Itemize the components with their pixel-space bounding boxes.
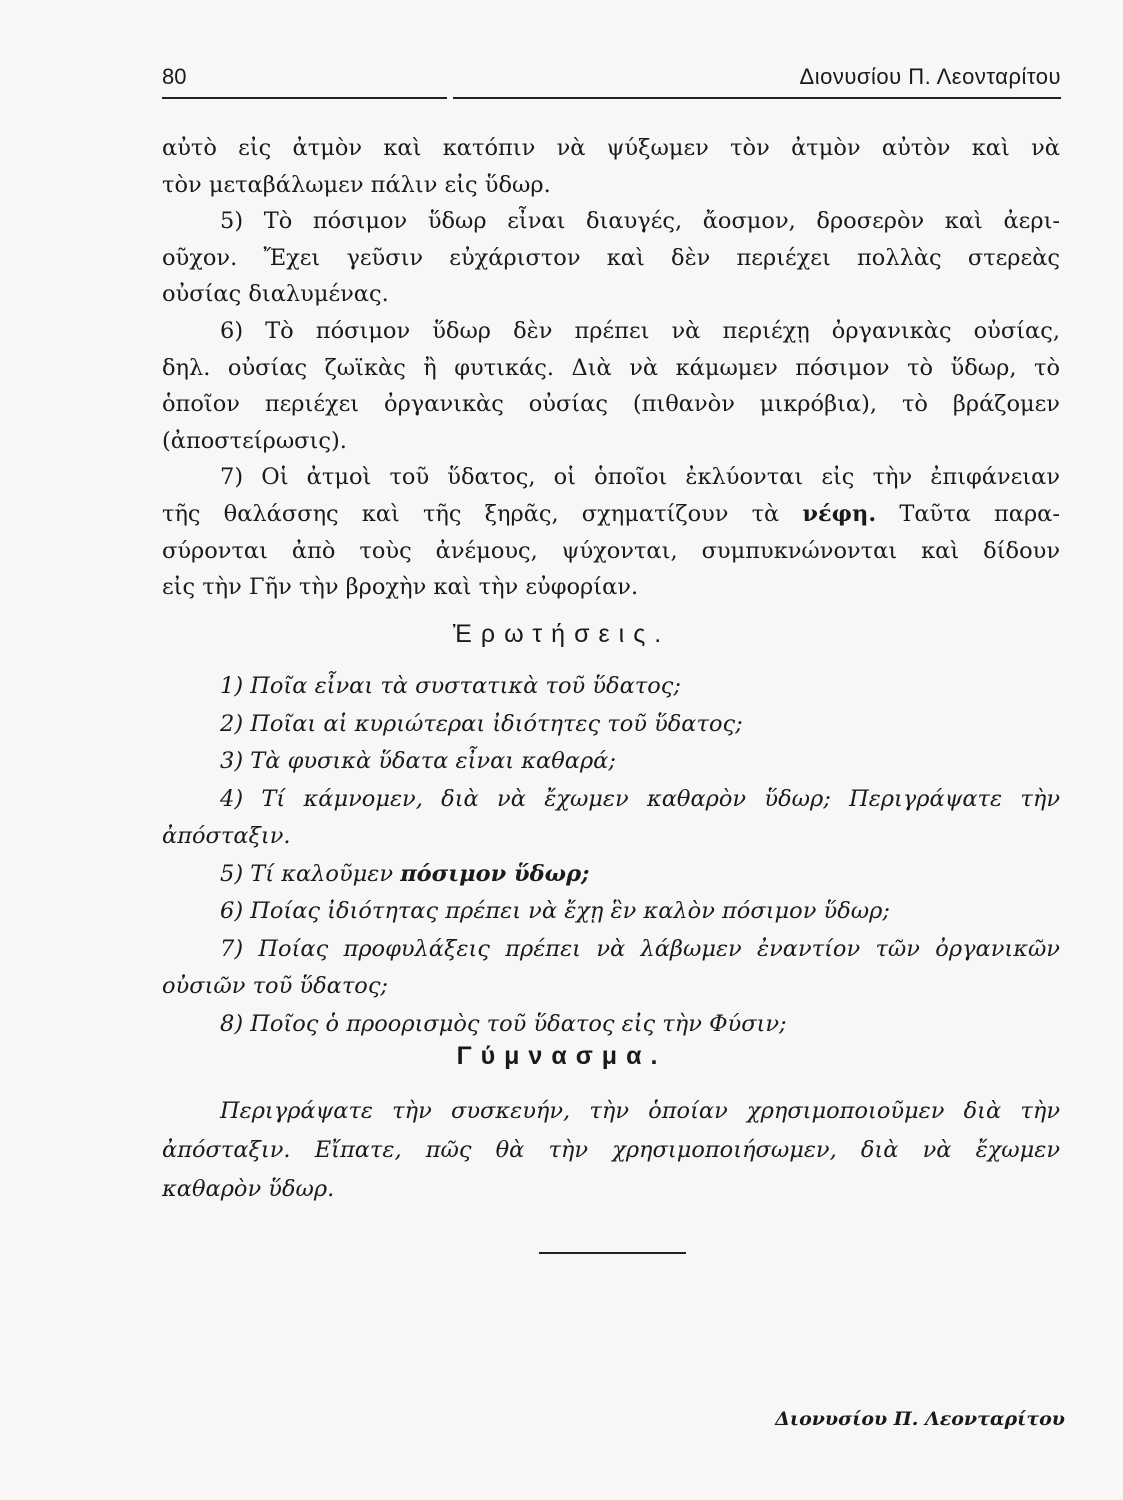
body-line: αὐτὸ εἰς ἀτμὸν καὶ κατόπιν νὰ ψύξωμεν τὸν ἀτμὸν αὐτὸν καὶ νὰ — [162, 135, 1060, 161]
questions-title: Ἐρωτήσεις. — [452, 620, 671, 648]
potable-water-term: πόσιμον ὕδωρ; — [400, 860, 590, 887]
clouds-text-before: τῆς θαλάσσης καὶ τῆς ξηρᾶς, σχηματίζουν τὰ — [162, 500, 803, 527]
header-title: Διονυσίου Π. Λεονταρίτου — [799, 64, 1061, 89]
clouds-term: νέφη. — [802, 500, 877, 527]
body-line: ὁποῖον περιέχει ὀργανικὰς οὐσίας (πιθανὸν μικρόβια), τὸ βράζομεν — [162, 391, 1060, 418]
running-head — [162, 62, 1061, 92]
question-item-continuation: ἀπόσταξιν. — [162, 823, 291, 849]
body-line: οῦχον. Ἔχει γεῦσιν εὐχάριστον καὶ δὲν περιέχει πολλὰς στερεὰς — [162, 244, 1060, 271]
question-item: 3) Τὰ φυσικὰ ὕδατα εἶναι καθαρά; — [220, 748, 616, 774]
exercise-line: καθαρὸν ὕδωρ. — [162, 1176, 335, 1202]
body-line: (ἀποστείρωσις). — [162, 427, 347, 454]
body-line: τὸν μεταβάλωμεν πάλιν εἰς ὕδωρ. — [162, 171, 551, 198]
question-item: 4) Τί κάμνομεν, διὰ νὰ ἔχωμεν καθαρὸν ὕδωρ; Περιγράψατε τὴν — [220, 785, 1060, 812]
question-item: 7) Ποίας προφυλάξεις πρέπει νὰ λάβωμεν ἐναντίον τῶν ὀργανικῶν — [220, 935, 1060, 962]
body-line: 6) Τὸ πόσιμον ὕδωρ δὲν πρέπει νὰ περιέχῃ ὀργανικὰς οὐσίας, — [220, 317, 1060, 344]
exercise-text — [162, 1092, 1060, 1209]
question-item — [162, 856, 1060, 894]
body-line: 7) Οἱ ἀτμοὶ τοῦ ὕδατος, οἱ ὁποῖοι ἐκλύονται εἰς τὴν ἐπιφάνειαν — [220, 464, 1060, 491]
page-number: 80 — [162, 64, 187, 89]
body-line: δηλ. οὐσίας ζωϊκὰς ἢ φυτικάς. Διὰ νὰ κάμωμεν πόσιμον τὸ ὕδωρ, τὸ — [162, 354, 1060, 381]
exercise-line: Περιγράψατε τὴν συσκευήν, τὴν ὁποίαν χρησιμοποιοῦμεν διὰ τὴν — [220, 1098, 1060, 1124]
question-item: 2) Ποῖαι αἱ κυριώτεραι ἰδιότητες τοῦ ὕδατος; — [220, 710, 743, 737]
body-text — [162, 130, 1060, 606]
footer-author: Διονυσίου Π. Λεονταρίτου — [775, 1408, 1065, 1430]
exercise-line: ἀπόσταξιν. Εἴπατε, πῶς θὰ τὴν χρησιμοποιήσωμεν, διὰ νὰ ἔχωμεν — [162, 1137, 1060, 1163]
question-item: 8) Ποῖος ὁ προορισμὸς τοῦ ὕδατος εἰς τὴν Φύσιν; — [220, 1010, 787, 1037]
body-line: εἰς τὴν Γῆν τὴν βροχὴν καὶ τὴν εὐφορίαν. — [162, 574, 639, 601]
end-rule — [539, 1252, 686, 1254]
header-rule — [162, 97, 447, 99]
body-line: σύρονται ἀπὸ τοὺς ἀνέμους, ψύχονται, συμπυκνώνονται καὶ δίδουν — [162, 537, 1060, 564]
header-rule — [453, 97, 1061, 99]
exercise-title: Γύμνασμα. — [456, 1042, 667, 1070]
questions-list — [162, 668, 1060, 1043]
question-item: 6) Ποίας ἰδιότητας πρέπει νὰ ἔχῃ ἓν καλὸν πόσιμον ὕδωρ; — [220, 898, 890, 924]
body-line: 5) Τὸ πόσιμον ὕδωρ εἶναι διαυγές, ἄοσμον, δροσερὸν καὶ ἀερι- — [220, 208, 1060, 235]
body-line: οὐσίας διαλυμένας. — [162, 281, 389, 308]
question-item: 1) Ποῖα εἶναι τὰ συστατικὰ τοῦ ὕδατος; — [220, 673, 681, 699]
question-5-text: 5) Τί καλοῦμεν — [220, 860, 401, 887]
question-item-continuation: οὐσιῶν τοῦ ὕδατος; — [162, 973, 388, 999]
body-line-clouds — [162, 496, 1060, 533]
clouds-text-after: Ταῦτα παρα- — [876, 500, 1060, 527]
